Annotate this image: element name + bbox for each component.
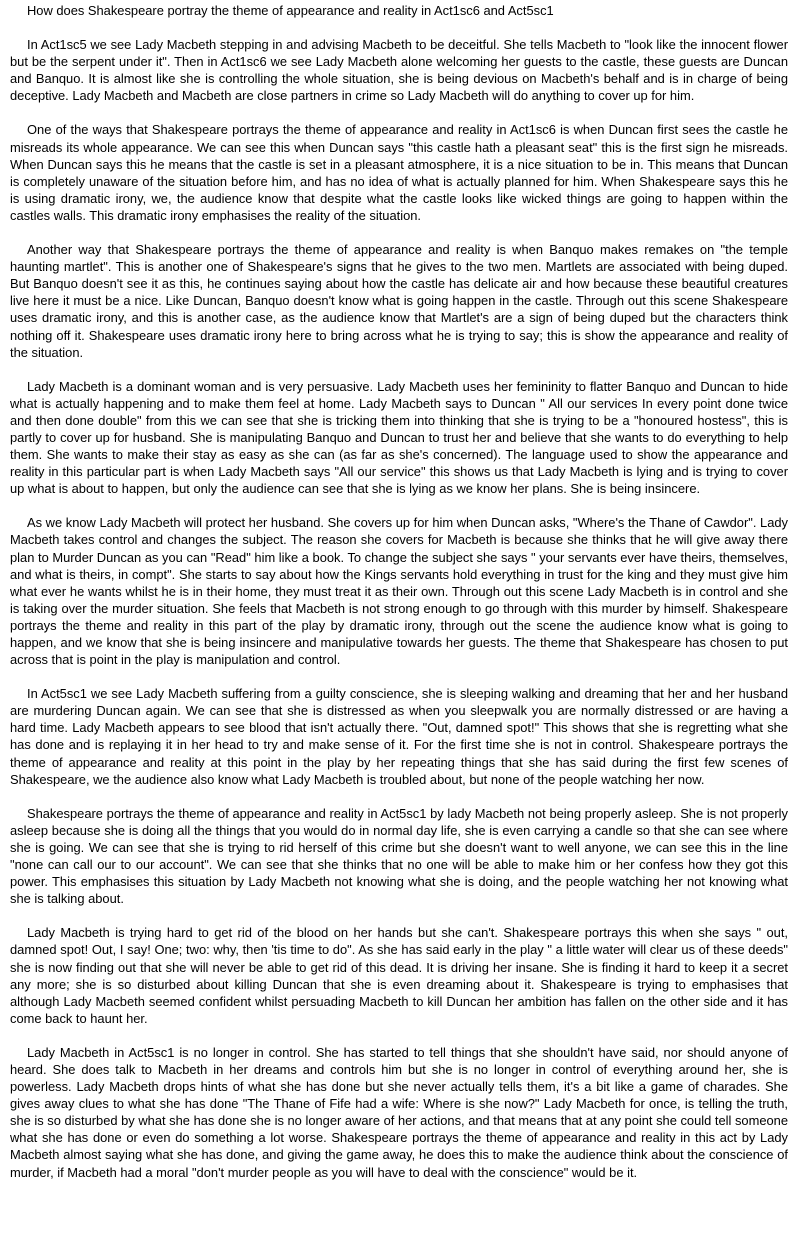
essay-paragraph: Lady Macbeth is trying hard to get rid of the blood on her hands but she can't. Shakespeare portrays this when she says " out, damned spot! Out, I say! One; two: why, then 'tis time to do". As she has said early in the play " a little water will clear us of these deeds" she is now finding out that she will never be able to get rid of this dead. It is driving her insane. She is finding it hard to keep it a secret any more; she is so disturbed about killing Duncan that she is even dreaming about it. Shakespeare is trying to emphasises that although Lady Macbeth seemed confident whilst persuading Macbeth to kill Duncan her ambition has fallen on the other side and it has come back to haunt her. (10, 925, 788, 1026)
essay-paragraph: Lady Macbeth is a dominant woman and is very persuasive. Lady Macbeth uses her femininity to flatter Banquo and Duncan to hide what is actually happening and to make them feel at home. Lady Macbeth says to Duncan " All our services In every point done twice and then done double" from this we can see that she is tricking them into thinking that she is trying to be a "honoured hostess", this is partly to cover up for husband. She is manipulating Banquo and Duncan to trust her and believe that she wants to do everything to help them. She wants to make their stay as easy as she can (as far as she's concerned). The language used to show the appearance and reality in this particular part is when Lady Macbeth says "All our service" this shows us that Lady Macbeth is lying and is trying to cover up what is about to happen, but only the audience can see that she is lying as we know her plans. She is being insincere. (10, 378, 788, 497)
essay-paragraph: In Act1sc5 we see Lady Macbeth stepping in and advising Macbeth to be deceitful. She tells Macbeth to "look like the innocent flower but be the serpent under it". Then in Act1sc6 we see Lady Macbeth alone welcoming her guests to the castle, these guests are Duncan and Banquo. It is almost like she is controlling the whole situation, she is being devious on Macbeth's behalf and is in charge of being deceptive. Lady Macbeth and Macbeth are close partners in crime so Lady Macbeth will do anything to cover up for him. (10, 37, 788, 104)
essay-paragraph: As we know Lady Macbeth will protect her husband. She covers up for him when Duncan asks, "Where's the Thane of Cawdor". Lady Macbeth takes control and changes the subject. The reason she covers for Macbeth is because she thinks that he will give away there plan to Murder Duncan as you can "Read" him like a book. To change the subject she says " your servants ever have theirs, themselves, and what is theirs, in compt". She starts to say about how the Kings servants hold everything in trust for the king and they must give him what ever he wants whilst he is in their home, they must treat it as their own. Through out this scene Lady Macbeth is in control and she is taking over the murder situation. She feels that Macbeth is not strong enough to go through with this murder by himself. Shakespeare portrays the theme and reality in this part of the play by dramatic irony, through out the scene the audience know what is going to happen, and we know that she is being insincere and manipulative towards her guests. The theme that Shakespeare has chosen to put across that is point in the play is manipulation and control. (10, 515, 788, 668)
essay-page (10, 2, 788, 1198)
essay-title: How does Shakespeare portray the theme of appearance and reality in Act1sc6 and Act5sc1 (27, 3, 554, 18)
essay-paragraph: In Act5sc1 we see Lady Macbeth suffering from a guilty conscience, she is sleeping walking and dreaming that her and her husband are murdering Duncan again. We can see that she is distressed as when you sleepwalk you are normally distressed or are having a hard time. Lady Macbeth appears to see blood that isn't actually there. "Out, damned spot!" This shows that she is regretting what she has done and is replaying it in her head to try and make sense of it. For the first time she is not in control. Shakespeare portrays the theme of appearance and reality at this point in the play by her repeating things that she has said during the first few scenes of Shakespeare, we the audience also know what Lady Macbeth is troubled about, but none of the people watching her now. (10, 686, 788, 787)
essay-paragraph: Another way that Shakespeare portrays the theme of appearance and reality is when Banquo makes remakes on "the temple haunting martlet". This is another one of Shakespeare's signs that he gives to the two men. Martlets are associated with being duped. But Banquo doesn't see it as this, he continues saying about how the castle has delicate air and how because these beautiful creatures live here it must be a nice. Like Duncan, Banquo doesn't know what is going happen in the castle. Through out this scene Shakespeare uses dramatic irony, and this is another case, as the audience know that Martlet's are a sign of being duped but the characters think nothing off it. Shakespeare uses dramatic irony here to bring across what he is trying to say; this is show the appearance and reality of the situation. (10, 242, 788, 360)
essay-paragraph: Shakespeare portrays the theme of appearance and reality in Act5sc1 by lady Macbeth not being properly asleep. She is not properly asleep because she is doing all the things that you would do in normal day life, she is even carrying a candle so that she can see where she is going. We can see that she is trying to rid herself of this crime but she doesn't want to well anyone, we can see this in the line "none can call our to our account". We can see that she thinks that no one will be able to make him or her confess how they got this power. This emphasises this situation by Lady Macbeth not knowing what she is doing, and the people watching her not knowing what she is talking about. (10, 805, 788, 907)
essay-paragraph: One of the ways that Shakespeare portrays the theme of appearance and reality in Act1sc6 is when Duncan first sees the castle he misreads its whole appearance. We can see this when Duncan says "this castle hath a pleasant seat" this is the first sign he misreads. When Duncan says this he means that the castle is set in a pleasant atmosphere, it is a nice situation to be in. This means that Duncan is completely unaware of the situation before him, and has no idea of what is actually planned for him. When Shakespeare says this he is using dramatic irony, we, the audience know that despite what the castle looks like wicked things are going to happen within the castles walls. This dramatic irony emphasises the reality of the situation. (10, 122, 788, 223)
essay-paragraph: Lady Macbeth in Act5sc1 is no longer in control. She has started to tell things that she shouldn't have said, nor should anyone of heard. She does talk to Macbeth in her dreams and controls him but she is no longer in control of everything around her, she is powerless. Lady Macbeth drops hints of what she has done but she never actually tells them, it's a bit like a game of charades. She gives away clues to what she has done "The Thane of Fife had a wife: Where is she now?" Lady Macbeth for once, is telling the truth, she is so disturbed by what she has done she is no longer aware of her actions, and that means that at any point she could tell someone what she has done or even do something a lot worse. Shakespeare portrays the theme of appearance and reality in this act by Lady Macbeth almost saying what she has done, and giving the game away, he does this to make the audience think about the conscience of murder, if Macbeth had a moral "don't murder people as you will have to deal with the conscience" would be it. (10, 1044, 788, 1180)
